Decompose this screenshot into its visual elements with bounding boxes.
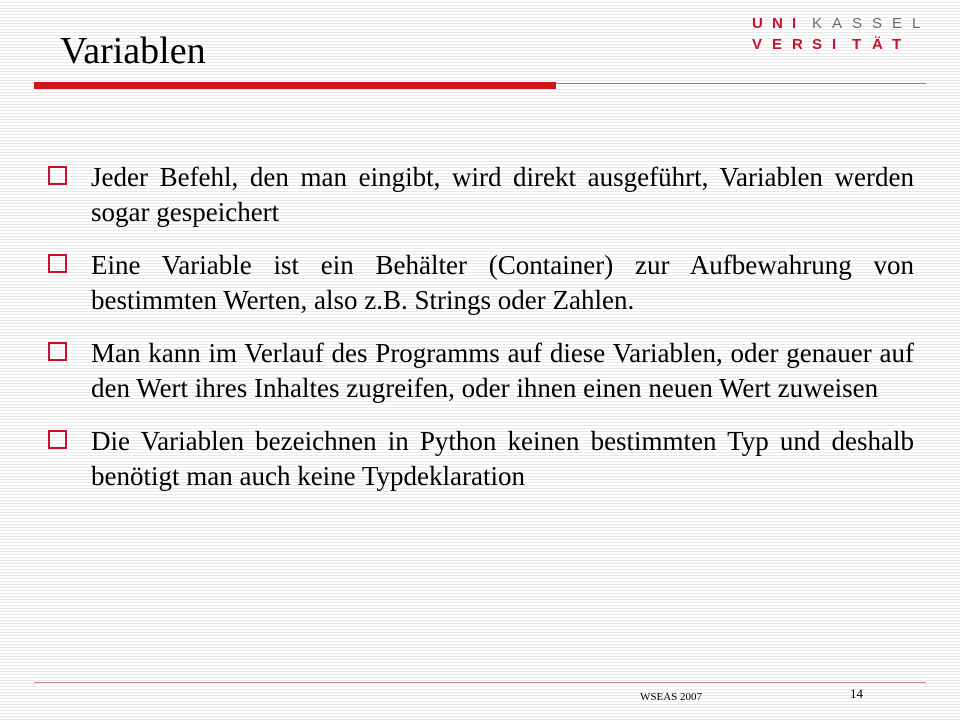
title-underline-red <box>34 82 556 89</box>
logo-letter: U <box>752 15 763 32</box>
logo-letter: I <box>832 36 837 53</box>
logo-letter: I <box>792 15 797 32</box>
bullet-item <box>48 424 914 494</box>
logo-letter: Ä <box>872 36 883 53</box>
footer-divider <box>34 682 926 683</box>
logo-letter: S <box>852 15 863 32</box>
logo-letter: T <box>852 36 862 53</box>
bullet-text: Eine Variable ist ein Behälter (Container) zur Aufbewahrung von bestimmten Werten, also z.B. Strings oder Zahlen. <box>91 250 914 315</box>
page-number: 14 <box>850 686 863 701</box>
footer-source: WSEAS 2007 <box>640 691 703 703</box>
logo-letter: N <box>772 15 783 32</box>
hollow-square-bullet-icon <box>48 254 67 273</box>
logo-letter: R <box>792 36 803 53</box>
bullet-item <box>48 336 914 406</box>
logo-letter: E <box>772 36 783 53</box>
logo-letter: E <box>892 15 903 32</box>
slide-title: Variablen <box>60 30 206 72</box>
logo-letter: A <box>832 15 843 32</box>
university-logo <box>752 13 932 55</box>
logo-letter: K <box>812 15 823 32</box>
logo-letter: L <box>912 15 921 32</box>
logo-letter: S <box>812 36 823 53</box>
hollow-square-bullet-icon <box>48 166 67 185</box>
bullet-text: Jeder Befehl, den man eingibt, wird direkt ausgeführt, Variablen werden sogar gespeichert <box>91 162 914 227</box>
logo-line-2 <box>752 34 932 55</box>
bullet-item <box>48 160 914 230</box>
title-underline-thin <box>556 83 926 84</box>
hollow-square-bullet-icon <box>48 430 67 449</box>
bullet-text: Man kann im Verlauf des Programms auf diese Variablen, oder genauer auf den Wert ihres Inhaltes zugreifen, oder ihnen einen neuen Wert zuweisen <box>91 338 914 403</box>
logo-letter: S <box>872 15 883 32</box>
logo-letter: V <box>752 36 763 53</box>
bullet-text: Die Variablen bezeichnen in Python keinen bestimmten Typ und deshalb benötigt man auch keine Typdeklaration <box>91 426 914 491</box>
logo-letter: T <box>892 36 902 53</box>
logo-line-1 <box>752 13 932 34</box>
bullet-list <box>48 160 914 512</box>
bullet-item <box>48 248 914 318</box>
hollow-square-bullet-icon <box>48 342 67 361</box>
